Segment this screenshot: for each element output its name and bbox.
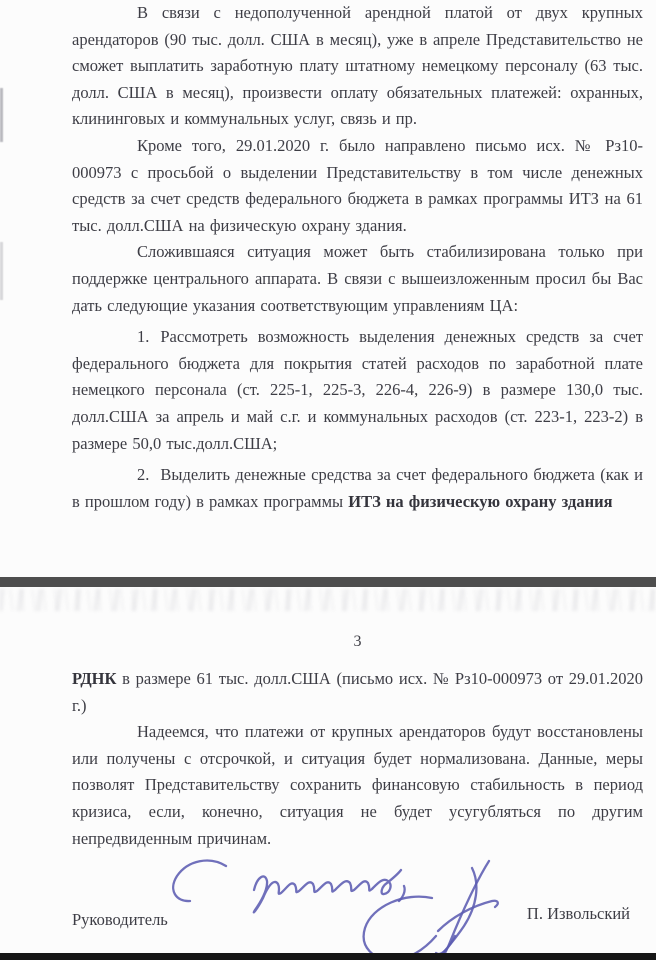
scan-bottom-edge-bar <box>0 953 656 960</box>
scan-edge-artifact <box>0 88 3 142</box>
list-item-bold-text: ИТЗ на физическую охрану здания <box>348 491 613 511</box>
paragraph-request-intro: Сложившаяся ситуация может быть стабилизирована только при поддержке центрального аппарата. В связи с вышеизложенным просил бы Вас дать следующие указания соответствующим управлениям ЦА: <box>72 242 643 315</box>
handwriting-and-signature <box>150 850 520 960</box>
page1-text-block <box>72 0 643 515</box>
page-number: 3 <box>353 633 362 650</box>
rdnk-text: в размере 61 тыс. долл.США (письмо исх. № Рз10-000973 от 29.01.2020 г.) <box>72 669 643 715</box>
scan-noise-strip <box>0 589 656 611</box>
rdnk-bold-text: РДНК <box>72 669 117 688</box>
signature-icon <box>364 861 498 960</box>
page2-text-block <box>72 666 643 852</box>
handwritten-closing-icon <box>173 861 404 913</box>
page-break-bar <box>0 577 656 587</box>
list-item-number: 1. <box>137 327 150 347</box>
paragraph-rdnk <box>72 666 643 719</box>
list-item-1 <box>72 324 643 457</box>
list-item-2 <box>72 462 643 515</box>
list-item-text: Рассмотреть возможность выделения денежных средств за счет федерального бюджета для покрытия статей расходов по заработной плате немецкого персонала (ст. 225-1, 225-3, 226-4, 226-9) в размере 130,0 тыс. долл.США за апрель и май с.г. и коммунальных расходов (ст. 223-1, 223-2) в размере 50,0 тыс.долл.США; <box>72 327 643 453</box>
signer-role: Руководитель <box>72 910 168 929</box>
scan-edge-artifact <box>0 242 3 300</box>
paragraph-hope: Надеемся, что платежи от крупных арендаторов будут восстановлены или получены с отсрочкой, и ситуация будет нормализована. Данные, меры позволят Представительству сохранить финансовую стабильность в период кризиса, если, конечно, ситуация не будет усугубляться по другим непредвиденным причинам. <box>72 722 643 848</box>
paragraph-letter-reference: Кроме того, 29.01.2020 г. было направлено письмо исх. № Рз10-000973 с просьбой о выделении Представительству в том числе денежных средств за счет средств федерального бюджета в рамках программы ИТЗ на 61 тыс. долл.США на физическую охрану здания. <box>72 135 643 235</box>
list-item-number: 2. <box>137 465 150 485</box>
paragraph-rent-shortfall: В связи с недополученной арендной платой от двух крупных арендаторов (90 тыс. долл. США в месяц), уже в апреле Представительство не сможет выплатить заработную плату штатному немецкому персоналу (63 тыс. долл. США в месяц), произвести оплату обязательных платежей: охранных, клининговых и коммунальных услуг, связь и пр. <box>72 3 643 129</box>
list-item-text: Выделить денежные средства за счет федерального бюджета (как и в прошлом году) в рамках программы <box>72 465 643 511</box>
signer-name: П. Извольский <box>526 904 630 923</box>
